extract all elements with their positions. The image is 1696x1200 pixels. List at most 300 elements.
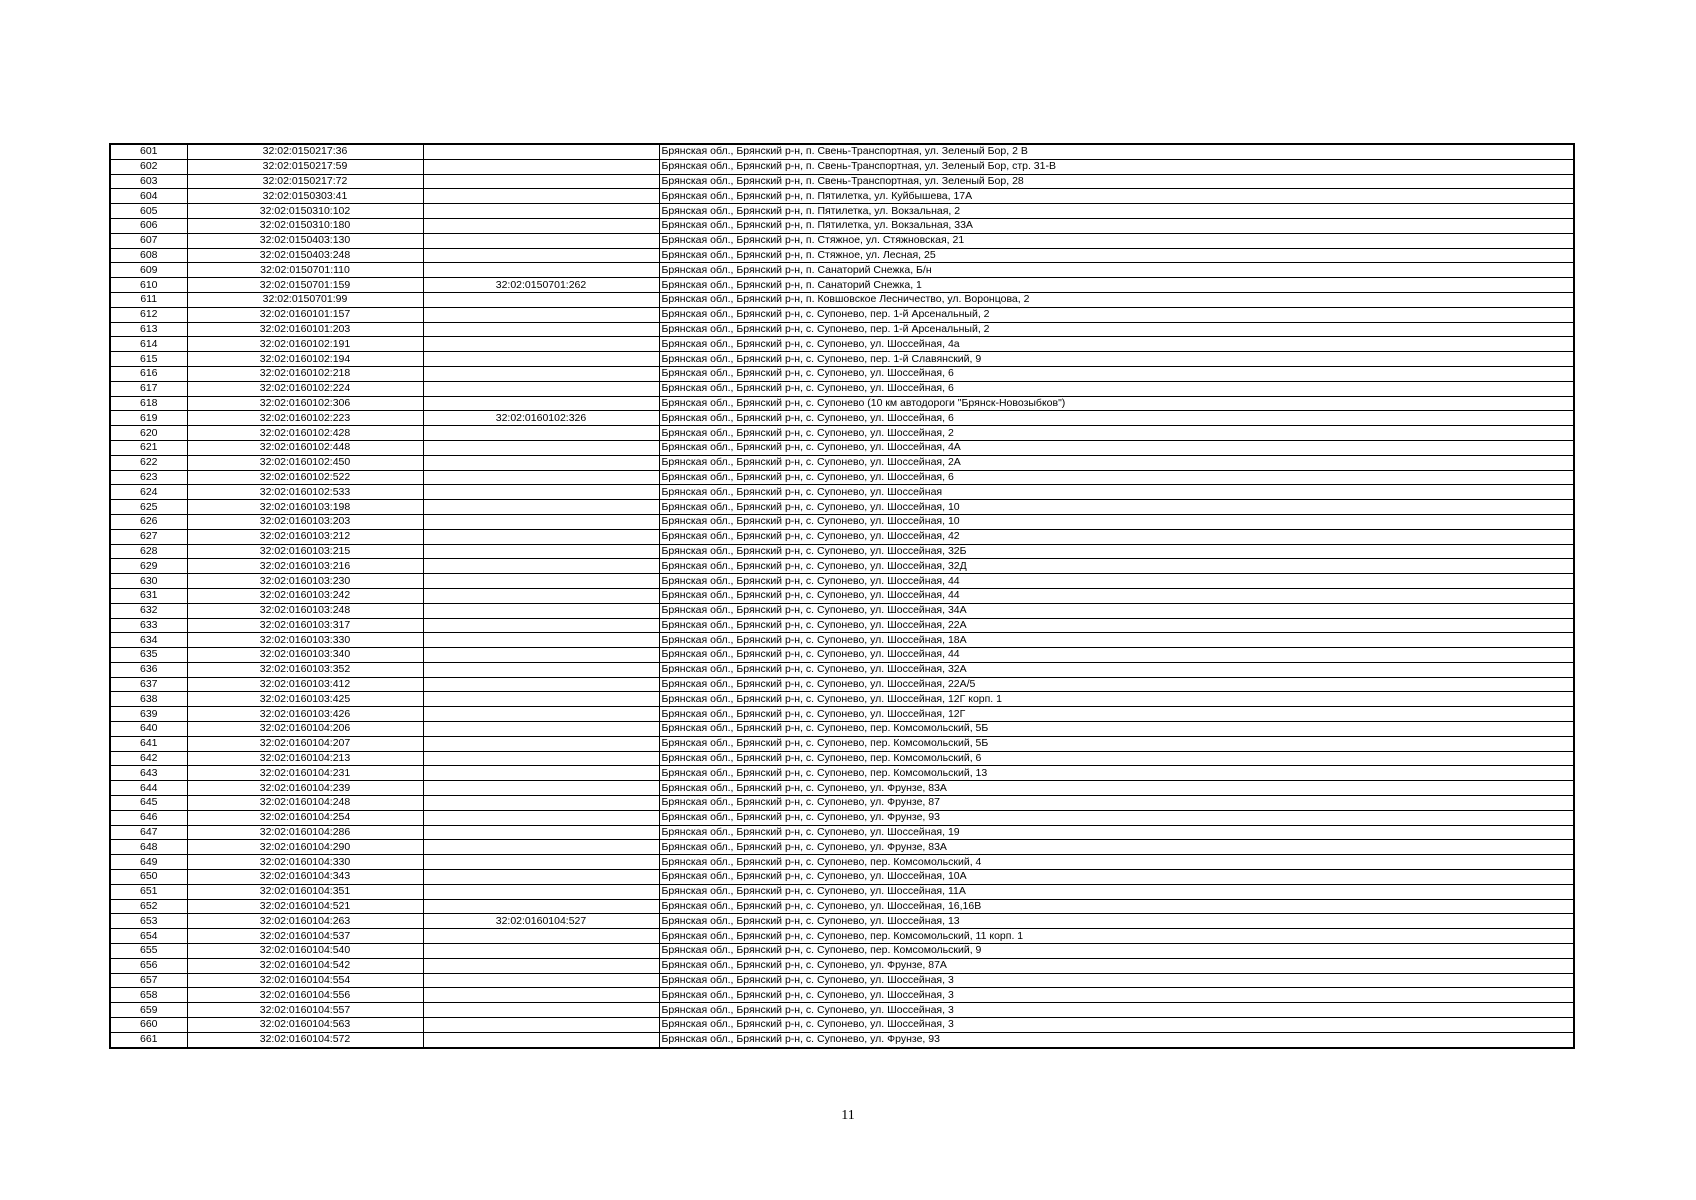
address-cell: Брянская обл., Брянский р-н, с. Супонево, ул. Шоссейная, 6 <box>659 411 1574 426</box>
related-cadastral-number-cell <box>423 766 659 781</box>
address-cell: Брянская обл., Брянский р-н, с. Супонево, ул. Шоссейная, 11А <box>659 884 1574 899</box>
address-cell: Брянская обл., Брянский р-н, с. Супонево, ул. Шоссейная, 10 <box>659 500 1574 515</box>
table-row <box>110 944 1574 959</box>
cadastral-number-cell: 32:02:0160104:206 <box>187 722 423 737</box>
row-number-cell: 628 <box>110 544 187 559</box>
cadastral-number-cell: 32:02:0160102:224 <box>187 381 423 396</box>
related-cadastral-number-cell <box>423 500 659 515</box>
row-number-cell: 624 <box>110 485 187 500</box>
related-cadastral-number-cell <box>423 440 659 455</box>
table-row <box>110 618 1574 633</box>
cadastral-number-cell: 32:02:0160103:426 <box>187 707 423 722</box>
table-row <box>110 248 1574 263</box>
related-cadastral-number-cell <box>423 381 659 396</box>
related-cadastral-number-cell <box>423 648 659 663</box>
address-cell: Брянская обл., Брянский р-н, с. Супонево, ул. Шоссейная <box>659 485 1574 500</box>
address-cell: Брянская обл., Брянский р-н, с. Супонево (10 км автодороги "Брянск-Новозыбков") <box>659 396 1574 411</box>
cadastral-number-cell: 32:02:0150403:130 <box>187 233 423 248</box>
related-cadastral-number-cell <box>423 233 659 248</box>
related-cadastral-number-cell <box>423 174 659 189</box>
cadastral-number-cell: 32:02:0150701:110 <box>187 263 423 278</box>
row-number-cell: 645 <box>110 796 187 811</box>
cadastral-number-cell: 32:02:0160103:198 <box>187 500 423 515</box>
cadastral-number-cell: 32:02:0160102:306 <box>187 396 423 411</box>
related-cadastral-number-cell <box>423 1032 659 1047</box>
cadastral-number-cell: 32:02:0160103:230 <box>187 574 423 589</box>
cadastral-number-cell: 32:02:0160104:343 <box>187 870 423 885</box>
table-row <box>110 411 1574 426</box>
row-number-cell: 633 <box>110 618 187 633</box>
address-cell: Брянская обл., Брянский р-н, с. Супонево, ул. Фрунзе, 83А <box>659 840 1574 855</box>
related-cadastral-number-cell <box>423 929 659 944</box>
related-cadastral-number-cell <box>423 470 659 485</box>
table-row <box>110 159 1574 174</box>
row-number-cell: 641 <box>110 736 187 751</box>
address-cell: Брянская обл., Брянский р-н, п. Свень-Транспортная, ул. Зеленый Бор, стр. 31-В <box>659 159 1574 174</box>
cadastral-number-cell: 32:02:0160104:351 <box>187 884 423 899</box>
cadastral-number-cell: 32:02:0160104:537 <box>187 929 423 944</box>
row-number-cell: 635 <box>110 648 187 663</box>
related-cadastral-number-cell <box>423 810 659 825</box>
table-row <box>110 322 1574 337</box>
related-cadastral-number-cell <box>423 958 659 973</box>
row-number-cell: 613 <box>110 322 187 337</box>
address-cell: Брянская обл., Брянский р-н, с. Супонево, ул. Шоссейная, 2А <box>659 455 1574 470</box>
table-row <box>110 337 1574 352</box>
table-row <box>110 218 1574 233</box>
related-cadastral-number-cell <box>423 292 659 307</box>
related-cadastral-number-cell <box>423 514 659 529</box>
address-cell: Брянская обл., Брянский р-н, с. Супонево, ул. Фрунзе, 87 <box>659 796 1574 811</box>
table-row <box>110 529 1574 544</box>
table-row <box>110 884 1574 899</box>
related-cadastral-number-cell <box>423 574 659 589</box>
related-cadastral-number-cell <box>423 722 659 737</box>
address-cell: Брянская обл., Брянский р-н, с. Супонево, ул. Фрунзе, 87А <box>659 958 1574 973</box>
row-number-cell: 647 <box>110 825 187 840</box>
table-row <box>110 958 1574 973</box>
row-number-cell: 611 <box>110 292 187 307</box>
related-cadastral-number-cell <box>423 322 659 337</box>
table-row <box>110 840 1574 855</box>
table-row <box>110 189 1574 204</box>
row-number-cell: 646 <box>110 810 187 825</box>
table-row <box>110 470 1574 485</box>
address-cell: Брянская обл., Брянский р-н, с. Супонево, ул. Шоссейная, 19 <box>659 825 1574 840</box>
table-row <box>110 707 1574 722</box>
cadastral-number-cell: 32:02:0160102:218 <box>187 366 423 381</box>
related-cadastral-number-cell <box>423 218 659 233</box>
cadastral-number-cell: 32:02:0160104:330 <box>187 855 423 870</box>
row-number-cell: 659 <box>110 1003 187 1018</box>
address-cell: Брянская обл., Брянский р-н, с. Супонево, ул. Фрунзе, 93 <box>659 1032 1574 1047</box>
related-cadastral-number-cell <box>423 144 659 159</box>
row-number-cell: 658 <box>110 988 187 1003</box>
related-cadastral-number-cell <box>423 855 659 870</box>
related-cadastral-number-cell <box>423 618 659 633</box>
related-cadastral-number-cell <box>423 307 659 322</box>
address-cell: Брянская обл., Брянский р-н, с. Супонево, ул. Шоссейная, 12Г <box>659 707 1574 722</box>
row-number-cell: 609 <box>110 263 187 278</box>
cadastral-number-cell: 32:02:0160104:542 <box>187 958 423 973</box>
row-number-cell: 620 <box>110 426 187 441</box>
address-cell: Брянская обл., Брянский р-н, с. Супонево, ул. Шоссейная, 22А <box>659 618 1574 633</box>
related-cadastral-number-cell <box>423 204 659 219</box>
address-cell: Брянская обл., Брянский р-н, п. Пятилетка, ул. Вокзальная, 33А <box>659 218 1574 233</box>
table-row <box>110 766 1574 781</box>
table-row <box>110 204 1574 219</box>
table-row <box>110 514 1574 529</box>
address-cell: Брянская обл., Брянский р-н, с. Супонево, ул. Шоссейная, 42 <box>659 529 1574 544</box>
address-cell: Брянская обл., Брянский р-н, п. Ковшовское Лесничество, ул. Воронцова, 2 <box>659 292 1574 307</box>
row-number-cell: 632 <box>110 603 187 618</box>
address-cell: Брянская обл., Брянский р-н, с. Супонево, пер. 1-й Славянский, 9 <box>659 352 1574 367</box>
row-number-cell: 657 <box>110 973 187 988</box>
row-number-cell: 606 <box>110 218 187 233</box>
address-cell: Брянская обл., Брянский р-н, п. Стяжное, ул. Стяжновская, 21 <box>659 233 1574 248</box>
cadastral-number-cell: 32:02:0160104:557 <box>187 1003 423 1018</box>
table-row <box>110 825 1574 840</box>
related-cadastral-number-cell <box>423 899 659 914</box>
cadastral-number-cell: 32:02:0160102:522 <box>187 470 423 485</box>
cadastral-number-cell: 32:02:0160102:223 <box>187 411 423 426</box>
row-number-cell: 639 <box>110 707 187 722</box>
address-cell: Брянская обл., Брянский р-н, с. Супонево, ул. Шоссейная, 3 <box>659 1018 1574 1033</box>
table-body <box>110 144 1574 1048</box>
row-number-cell: 656 <box>110 958 187 973</box>
related-cadastral-number-cell <box>423 559 659 574</box>
cadastral-number-cell: 32:02:0160103:216 <box>187 559 423 574</box>
address-cell: Брянская обл., Брянский р-н, с. Супонево, пер. 1-й Арсенальный, 2 <box>659 322 1574 337</box>
row-number-cell: 631 <box>110 588 187 603</box>
cadastral-number-cell: 32:02:0150310:102 <box>187 204 423 219</box>
table-row <box>110 648 1574 663</box>
row-number-cell: 626 <box>110 514 187 529</box>
address-cell: Брянская обл., Брянский р-н, с. Супонево, пер. Комсомольский, 6 <box>659 751 1574 766</box>
related-cadastral-number-cell <box>423 677 659 692</box>
row-number-cell: 608 <box>110 248 187 263</box>
address-cell: Брянская обл., Брянский р-н, п. Пятилетка, ул. Куйбышева, 17А <box>659 189 1574 204</box>
row-number-cell: 601 <box>110 144 187 159</box>
row-number-cell: 614 <box>110 337 187 352</box>
row-number-cell: 618 <box>110 396 187 411</box>
address-cell: Брянская обл., Брянский р-н, с. Супонево, ул. Шоссейная, 44 <box>659 574 1574 589</box>
table-row <box>110 174 1574 189</box>
table-row <box>110 810 1574 825</box>
related-cadastral-number-cell <box>423 544 659 559</box>
table-row <box>110 144 1574 159</box>
related-cadastral-number-cell <box>423 588 659 603</box>
address-cell: Брянская обл., Брянский р-н, п. Стяжное, ул. Лесная, 25 <box>659 248 1574 263</box>
address-cell: Брянская обл., Брянский р-н, с. Супонево, ул. Шоссейная, 12Г корп. 1 <box>659 692 1574 707</box>
cadastral-number-cell: 32:02:0160104:572 <box>187 1032 423 1047</box>
table-row <box>110 929 1574 944</box>
related-cadastral-number-cell <box>423 796 659 811</box>
address-cell: Брянская обл., Брянский р-н, с. Супонево, ул. Шоссейная, 16,16В <box>659 899 1574 914</box>
row-number-cell: 650 <box>110 870 187 885</box>
cadastral-number-cell: 32:02:0160104:556 <box>187 988 423 1003</box>
address-cell: Брянская обл., Брянский р-н, с. Супонево, пер. Комсомольский, 9 <box>659 944 1574 959</box>
address-cell: Брянская обл., Брянский р-н, с. Супонево, ул. Шоссейная, 22А/5 <box>659 677 1574 692</box>
address-cell: Брянская обл., Брянский р-н, с. Супонево, ул. Фрунзе, 93 <box>659 810 1574 825</box>
table-row <box>110 722 1574 737</box>
address-cell: Брянская обл., Брянский р-н, с. Супонево, ул. Шоссейная, 6 <box>659 381 1574 396</box>
cadastral-number-cell: 32:02:0160102:448 <box>187 440 423 455</box>
related-cadastral-number-cell <box>423 189 659 204</box>
address-cell: Брянская обл., Брянский р-н, с. Супонево, ул. Шоссейная, 34А <box>659 603 1574 618</box>
table-row <box>110 559 1574 574</box>
cadastral-number-cell: 32:02:0160102:194 <box>187 352 423 367</box>
address-cell: Брянская обл., Брянский р-н, с. Супонево, ул. Шоссейная, 44 <box>659 648 1574 663</box>
address-cell: Брянская обл., Брянский р-н, с. Супонево, ул. Шоссейная, 18А <box>659 633 1574 648</box>
cadastral-number-cell: 32:02:0160101:203 <box>187 322 423 337</box>
address-cell: Брянская обл., Брянский р-н, с. Супонево, ул. Фрунзе, 83А <box>659 781 1574 796</box>
related-cadastral-number-cell <box>423 366 659 381</box>
address-cell: Брянская обл., Брянский р-н, с. Супонево, ул. Шоссейная, 4А <box>659 440 1574 455</box>
row-number-cell: 605 <box>110 204 187 219</box>
table-row <box>110 574 1574 589</box>
table-row <box>110 455 1574 470</box>
table-row <box>110 366 1574 381</box>
table-row <box>110 588 1574 603</box>
table-row <box>110 440 1574 455</box>
address-cell: Брянская обл., Брянский р-н, с. Супонево, ул. Шоссейная, 10 <box>659 514 1574 529</box>
related-cadastral-number-cell <box>423 633 659 648</box>
table-row <box>110 736 1574 751</box>
address-cell: Брянская обл., Брянский р-н, с. Супонево, ул. Шоссейная, 32Д <box>659 559 1574 574</box>
related-cadastral-number-cell <box>423 603 659 618</box>
row-number-cell: 660 <box>110 1018 187 1033</box>
cadastral-number-cell: 32:02:0160104:231 <box>187 766 423 781</box>
address-cell: Брянская обл., Брянский р-н, с. Супонево, ул. Шоссейная, 32А <box>659 662 1574 677</box>
related-cadastral-number-cell <box>423 426 659 441</box>
page-number: 11 <box>841 1108 855 1123</box>
related-cadastral-number-cell <box>423 396 659 411</box>
table-row <box>110 233 1574 248</box>
address-cell: Брянская обл., Брянский р-н, с. Супонево, пер. Комсомольский, 5Б <box>659 722 1574 737</box>
related-cadastral-number-cell <box>423 455 659 470</box>
row-number-cell: 649 <box>110 855 187 870</box>
table-row <box>110 1032 1574 1047</box>
related-cadastral-number-cell: 32:02:0160102:326 <box>423 411 659 426</box>
cadastral-number-cell: 32:02:0160103:212 <box>187 529 423 544</box>
row-number-cell: 612 <box>110 307 187 322</box>
row-number-cell: 630 <box>110 574 187 589</box>
address-cell: Брянская обл., Брянский р-н, с. Супонево, ул. Шоссейная, 2 <box>659 426 1574 441</box>
table-row <box>110 396 1574 411</box>
cadastral-number-cell: 32:02:0160102:533 <box>187 485 423 500</box>
address-cell: Брянская обл., Брянский р-н, с. Супонево, ул. Шоссейная, 10А <box>659 870 1574 885</box>
address-cell: Брянская обл., Брянский р-н, с. Супонево, ул. Шоссейная, 6 <box>659 366 1574 381</box>
row-number-cell: 615 <box>110 352 187 367</box>
cadastral-number-cell: 32:02:0160102:191 <box>187 337 423 352</box>
row-number-cell: 638 <box>110 692 187 707</box>
table-row <box>110 662 1574 677</box>
related-cadastral-number-cell: 32:02:0150701:262 <box>423 278 659 293</box>
table-row <box>110 381 1574 396</box>
cadastral-number-cell: 32:02:0160104:540 <box>187 944 423 959</box>
row-number-cell: 653 <box>110 914 187 929</box>
cadastral-number-cell: 32:02:0160104:207 <box>187 736 423 751</box>
address-cell: Брянская обл., Брянский р-н, п. Пятилетка, ул. Вокзальная, 2 <box>659 204 1574 219</box>
table-row <box>110 855 1574 870</box>
row-number-cell: 627 <box>110 529 187 544</box>
cadastral-number-cell: 32:02:0160104:248 <box>187 796 423 811</box>
cadastral-number-cell: 32:02:0160103:215 <box>187 544 423 559</box>
cadastral-number-cell: 32:02:0160103:317 <box>187 618 423 633</box>
table-row <box>110 692 1574 707</box>
cadastral-number-cell: 32:02:0160104:521 <box>187 899 423 914</box>
cadastral-number-cell: 32:02:0160103:242 <box>187 588 423 603</box>
related-cadastral-number-cell <box>423 352 659 367</box>
table-row <box>110 500 1574 515</box>
row-number-cell: 643 <box>110 766 187 781</box>
row-number-cell: 604 <box>110 189 187 204</box>
cadastral-number-cell: 32:02:0160104:554 <box>187 973 423 988</box>
table-row <box>110 899 1574 914</box>
cadastral-number-cell: 32:02:0160104:239 <box>187 781 423 796</box>
address-cell: Брянская обл., Брянский р-н, с. Супонево, пер. Комсомольский, 5Б <box>659 736 1574 751</box>
cadastral-number-cell: 32:02:0150701:99 <box>187 292 423 307</box>
row-number-cell: 602 <box>110 159 187 174</box>
cadastral-number-cell: 32:02:0160104:286 <box>187 825 423 840</box>
cadastral-number-cell: 32:02:0150310:180 <box>187 218 423 233</box>
address-cell: Брянская обл., Брянский р-н, с. Супонево, ул. Шоссейная, 4а <box>659 337 1574 352</box>
table-row <box>110 426 1574 441</box>
cadastral-number-cell: 32:02:0160104:563 <box>187 1018 423 1033</box>
cadastral-number-cell: 32:02:0150303:41 <box>187 189 423 204</box>
related-cadastral-number-cell <box>423 944 659 959</box>
table-row <box>110 278 1574 293</box>
cadastral-number-cell: 32:02:0160103:425 <box>187 692 423 707</box>
table-row <box>110 751 1574 766</box>
related-cadastral-number-cell <box>423 1003 659 1018</box>
table-row <box>110 307 1574 322</box>
related-cadastral-number-cell <box>423 751 659 766</box>
table-row <box>110 292 1574 307</box>
row-number-cell: 623 <box>110 470 187 485</box>
table-row <box>110 485 1574 500</box>
cadastral-number-cell: 32:02:0160104:254 <box>187 810 423 825</box>
cadastral-number-cell: 32:02:0160101:157 <box>187 307 423 322</box>
address-cell: Брянская обл., Брянский р-н, с. Супонево, ул. Шоссейная, 6 <box>659 470 1574 485</box>
table-row <box>110 796 1574 811</box>
cadastral-number-cell: 32:02:0160104:290 <box>187 840 423 855</box>
cadastral-number-cell: 32:02:0150403:248 <box>187 248 423 263</box>
address-cell: Брянская обл., Брянский р-н, с. Супонево, пер. 1-й Арсенальный, 2 <box>659 307 1574 322</box>
row-number-cell: 610 <box>110 278 187 293</box>
row-number-cell: 629 <box>110 559 187 574</box>
related-cadastral-number-cell <box>423 337 659 352</box>
row-number-cell: 661 <box>110 1032 187 1047</box>
related-cadastral-number-cell <box>423 263 659 278</box>
address-cell: Брянская обл., Брянский р-н, п. Свень-Транспортная, ул. Зеленый Бор, 28 <box>659 174 1574 189</box>
address-cell: Брянская обл., Брянский р-н, с. Супонево, ул. Шоссейная, 13 <box>659 914 1574 929</box>
related-cadastral-number-cell <box>423 529 659 544</box>
address-cell: Брянская обл., Брянский р-н, с. Супонево, ул. Шоссейная, 44 <box>659 588 1574 603</box>
row-number-cell: 637 <box>110 677 187 692</box>
address-cell: Брянская обл., Брянский р-н, с. Супонево, пер. Комсомольский, 13 <box>659 766 1574 781</box>
related-cadastral-number-cell <box>423 707 659 722</box>
related-cadastral-number-cell <box>423 248 659 263</box>
row-number-cell: 617 <box>110 381 187 396</box>
related-cadastral-number-cell: 32:02:0160104:527 <box>423 914 659 929</box>
table-row <box>110 781 1574 796</box>
row-number-cell: 619 <box>110 411 187 426</box>
row-number-cell: 603 <box>110 174 187 189</box>
row-number-cell: 640 <box>110 722 187 737</box>
address-cell: Брянская обл., Брянский р-н, с. Супонево, пер. Комсомольский, 4 <box>659 855 1574 870</box>
row-number-cell: 652 <box>110 899 187 914</box>
cadastral-number-cell: 32:02:0150217:36 <box>187 144 423 159</box>
table-row <box>110 352 1574 367</box>
related-cadastral-number-cell <box>423 1018 659 1033</box>
row-number-cell: 621 <box>110 440 187 455</box>
row-number-cell: 622 <box>110 455 187 470</box>
address-cell: Брянская обл., Брянский р-н, п. Санаторий Снежка, Б/н <box>659 263 1574 278</box>
row-number-cell: 636 <box>110 662 187 677</box>
address-cell: Брянская обл., Брянский р-н, с. Супонево, ул. Шоссейная, 3 <box>659 988 1574 1003</box>
address-cell: Брянская обл., Брянский р-н, с. Супонево, ул. Шоссейная, 32Б <box>659 544 1574 559</box>
cadastral-number-cell: 32:02:0150701:159 <box>187 278 423 293</box>
table-row <box>110 973 1574 988</box>
cadastral-number-cell: 32:02:0160103:352 <box>187 662 423 677</box>
related-cadastral-number-cell <box>423 825 659 840</box>
table-row <box>110 263 1574 278</box>
table-row <box>110 870 1574 885</box>
related-cadastral-number-cell <box>423 736 659 751</box>
cadastral-number-cell: 32:02:0160104:263 <box>187 914 423 929</box>
row-number-cell: 655 <box>110 944 187 959</box>
related-cadastral-number-cell <box>423 884 659 899</box>
cadastral-number-cell: 32:02:0160103:330 <box>187 633 423 648</box>
cadastral-number-cell: 32:02:0150217:59 <box>187 159 423 174</box>
cadastral-number-cell: 32:02:0160102:428 <box>187 426 423 441</box>
related-cadastral-number-cell <box>423 870 659 885</box>
address-cell: Брянская обл., Брянский р-н, п. Свень-Транспортная, ул. Зеленый Бор, 2 В <box>659 144 1574 159</box>
row-number-cell: 651 <box>110 884 187 899</box>
row-number-cell: 634 <box>110 633 187 648</box>
related-cadastral-number-cell <box>423 485 659 500</box>
cadastral-number-cell: 32:02:0150217:72 <box>187 174 423 189</box>
cadastral-number-cell: 32:02:0160103:248 <box>187 603 423 618</box>
related-cadastral-number-cell <box>423 692 659 707</box>
table-row <box>110 544 1574 559</box>
related-cadastral-number-cell <box>423 662 659 677</box>
row-number-cell: 642 <box>110 751 187 766</box>
related-cadastral-number-cell <box>423 840 659 855</box>
row-number-cell: 607 <box>110 233 187 248</box>
table-row <box>110 988 1574 1003</box>
row-number-cell: 644 <box>110 781 187 796</box>
cadastral-number-cell: 32:02:0160104:213 <box>187 751 423 766</box>
table-row <box>110 1003 1574 1018</box>
row-number-cell: 654 <box>110 929 187 944</box>
related-cadastral-number-cell <box>423 159 659 174</box>
table-row <box>110 1018 1574 1033</box>
row-number-cell: 625 <box>110 500 187 515</box>
row-number-cell: 648 <box>110 840 187 855</box>
cadastral-number-cell: 32:02:0160102:450 <box>187 455 423 470</box>
row-number-cell: 616 <box>110 366 187 381</box>
cadastral-number-cell: 32:02:0160103:203 <box>187 514 423 529</box>
cadastral-number-cell: 32:02:0160103:412 <box>187 677 423 692</box>
table-row <box>110 677 1574 692</box>
cadastral-number-cell: 32:02:0160103:340 <box>187 648 423 663</box>
table-row <box>110 633 1574 648</box>
table-row <box>110 914 1574 929</box>
related-cadastral-number-cell <box>423 781 659 796</box>
